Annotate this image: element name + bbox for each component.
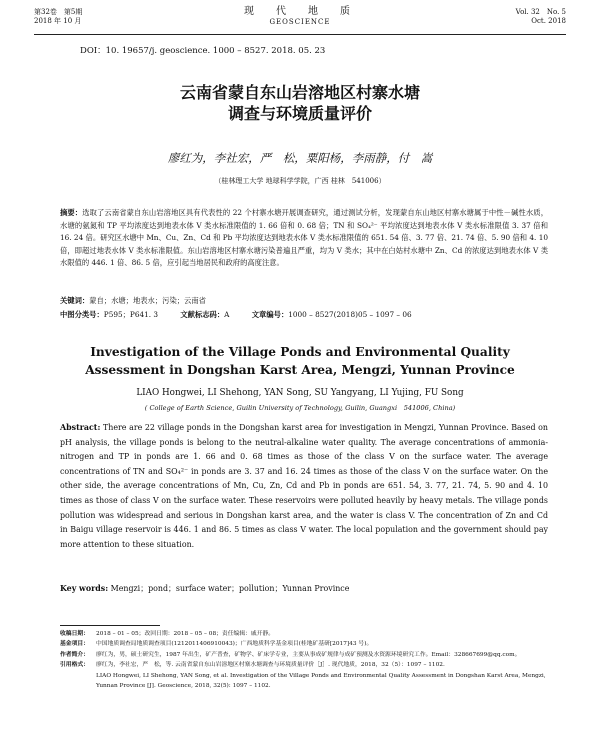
doc-value: A: [224, 310, 230, 319]
article-number: [252, 310, 412, 319]
header-right: [516, 8, 566, 26]
keywords-cn: [60, 296, 206, 306]
abstract-en-label: Abstract:: [60, 423, 101, 432]
date-cn: 2018 年 10 月: [34, 17, 82, 25]
doc-label: 文献标志码：: [180, 310, 225, 319]
footnote-text: 廖红为，男，硕士研究生，1987 年出生，矿产普查，矿物学、矿床学专业，主要从事成矿规律与成矿预测及水资源环境研究工作。Email：328667699@qq.com。: [96, 651, 521, 658]
footnote-funding: [60, 639, 548, 649]
keywords-en: [60, 583, 349, 594]
volume-cn: 第32卷 第5期: [34, 8, 83, 16]
doi: DOI：10. 19657/j. geoscience. 1000 – 8527. 2018. 05. 23: [80, 46, 326, 56]
keywords-en-text: Mengzi；pond；surface water；pollution；Yunnan Province: [110, 584, 350, 593]
keywords-cn-label: 关键词：: [60, 296, 90, 305]
footnote-citation-cn: [60, 660, 548, 670]
journal-name-en: GEOSCIENCE: [269, 18, 331, 26]
title-cn: [0, 82, 600, 124]
article-label: 文章编号：: [251, 310, 289, 319]
clc-number: [60, 310, 158, 319]
title-en: [0, 343, 600, 379]
date-en: Oct. 2018: [531, 17, 566, 25]
journal-name-cn: 现 代 地 质: [244, 6, 356, 17]
footnote-label: [60, 671, 96, 692]
affiliation-cn: （桂林理工大学 地球科学学院，广西 桂林 541006）: [214, 177, 386, 185]
clc-label: 中图分类号：: [60, 310, 104, 319]
footnote-received: [60, 629, 548, 639]
footnote-text: 中国地质调查局地质调查项目(1212011406910043)；广西地质科学基金项目(桂地矿基研[2017]43 号)。: [96, 641, 373, 648]
keywords-en-label: Key words:: [60, 584, 109, 593]
footnote-author: [60, 650, 548, 660]
abstract-cn: [60, 207, 548, 270]
clc-value: P595；P641. 3: [103, 310, 159, 319]
article-value: 1000 – 8527(2018)05 – 1097 – 06: [288, 310, 412, 319]
footnote-label: 收稿日期：: [60, 631, 89, 637]
authors-cn: 廖红为，李社宏，严 松，粟阳杨，李雨静，付 嵩: [167, 151, 433, 165]
abstract-cn-label: 摘要：: [60, 208, 83, 217]
footnote-label: 作者简介：: [60, 651, 89, 658]
footnote-label: 基金项目：: [60, 641, 89, 648]
footnote-label: 引用格式：: [60, 662, 89, 669]
running-header: [34, 6, 566, 35]
abstract-cn-text: 选取了云南省蒙自东山岩溶地区具有代表性的 22 个村寨水塘开展调查研究，通过测试分析，发现蒙自东山地区村寨水塘属于中性－碱性水质，水塘的氨氮和 TP 平均浓度达到地表水体 V 类水标准限值的 1. 66 倍和 0. 68 倍；TN 和 SO₄²⁻ 平均浓度达到地表水体 V 类水标准限值 3. 37 倍和 16. 24 倍。研究区水塘中 Mn、Cu、Zn、Cd 和 Pb 平均浓度达到地表水体 V 类水标准限值的 651. 54 倍、3. 77 倍、21. 74 倍、5. 90 倍和 4. 10 倍，即超过地表水体 V 类水标准限值。东山岩溶地区村寨水塘污染普遍且严重，均为 V 类水；其中在白姑村水塘中 Zn、Cd 的浓度达到地表水体 V 类水限值的 446. 1 倍、86. 5 倍，应引起当地居民和政府的高度注意。: [60, 208, 548, 268]
title-cn-line-1: 云南省蒙自东山岩溶地区村寨水塘: [179, 83, 420, 102]
volume-en: Vol. 32 No. 5: [515, 8, 566, 16]
footnotes: [60, 629, 548, 691]
document-code: [180, 310, 229, 319]
footnote-citation-en: [60, 671, 548, 692]
abstract-en: [60, 421, 548, 552]
footnote-text: 2018 – 01 – 05；改回日期：2018 – 05 – 08；责任编辑：戚开静。: [96, 631, 275, 637]
header-center: [34, 7, 566, 27]
footnote-text: LIAO Hongwei, LI Shehong, YAN Song, et al. Investigation of the Village Ponds and Environmental Quality Assessment in Dongshan Karst Area, Mengzi, Yunnan Province [J]. Geoscience, 2018, 32(5): 1097 – 1102.: [96, 672, 546, 690]
title-en-line-1: Investigation of the Village Ponds and Environmental Quality: [90, 345, 510, 359]
authors-en: LIAO Hongwei, LI Shehong, YAN Song, SU Yangyang, LI Yujing, FU Song: [136, 388, 464, 398]
footnote-divider: [60, 625, 160, 626]
abstract-en-text: There are 22 village ponds in the Dongshan karst area for investigation in Mengzi, Yunnan Province. Based on pH analysis, the village ponds is belong to the neutral-alkaline water quality. The average concentrations of ammonia-nitrogen and TP in ponds are 1. 66 and 0. 68 times as those of the class V on the surface water. The average concentrations of TN and SO₄²⁻ in ponds are 3. 37 and 16. 24 times as those of the class V on the surface water. On the other side, the average concentrations of Mn, Cu, Zn, Cd and Pb in ponds are 651. 54, 3. 77, 21. 74, 5. 90 and 4. 10 times as those of class V on the surface water. These reservoirs were polluted heavily by heavy metals. The village ponds pollution was widespread and serious in Dongshan karst area, and the water is class V. The concentration of Zn and Cd in Baigu village reservoir is 446. 1 and 86. 5 times as class V water. The local population and the government should pay more attention to these situation.: [60, 423, 549, 549]
affiliation-en: ( College of Earth Science, Guilin University of Technology, Guilin, Guangxi 541006, China): [144, 404, 456, 412]
title-en-line-2: Assessment in Dongshan Karst Area, Mengzi, Yunnan Province: [85, 363, 515, 377]
keywords-cn-text: 蒙自；水塘；地表水；污染；云南省: [89, 296, 206, 305]
title-cn-line-2: 调查与环境质量评价: [227, 104, 372, 123]
classification-line: [60, 310, 548, 320]
footnote-text: 廖红为，李社宏，严 松，等. 云南省蒙自东山岩溶地区村寨水塘调查与环境质量评价［J］. 现代地质，2018，32（5）：1097 – 1102.: [96, 662, 445, 669]
